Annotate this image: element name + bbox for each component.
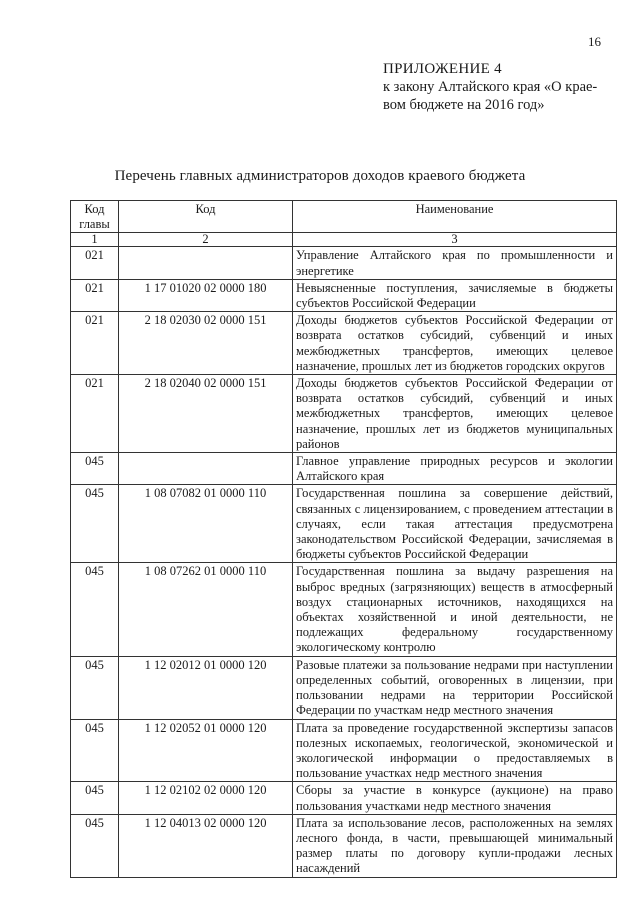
table-row (71, 782, 617, 814)
column-number: 2 (119, 233, 293, 247)
appendix-block (383, 60, 618, 114)
table-body (71, 247, 617, 877)
table-row (71, 247, 617, 279)
appendix-line: к закону Алтайского края «О крае- (383, 79, 598, 95)
code-cell: 1 08 07082 01 0000 110 (119, 485, 293, 563)
chapter-code-cell: 021 (71, 279, 119, 311)
table-row (71, 453, 617, 485)
header-code: Код (119, 201, 293, 233)
code-cell: 1 12 02102 02 0000 120 (119, 782, 293, 814)
chapter-code-cell: 045 (71, 656, 119, 719)
appendix-heading: ПРИЛОЖЕНИЕ 4 (383, 61, 502, 77)
name-cell: Доходы бюджетов субъектов Российской Федерации от возврата остатков субсидий, субвенций и иных межбюджетных трансфертов, имеющих целевое назначение, прошлых лет из бюджетов городских округов (293, 312, 617, 375)
name-cell: Плата за проведение государственной экспертизы запасов полезных ископаемых, геологической, экономической и экологической информации о предоставляемых в пользование участках недр местного значения (293, 719, 617, 782)
appendix-line: вом бюджете на 2016 год» (383, 97, 545, 113)
chapter-code-cell: 021 (71, 375, 119, 453)
name-cell: Плата за использование лесов, расположенных на землях лесного фонда, в части, превышающей минимальный размер платы по договору купли-продажи лесных насаждений (293, 814, 617, 877)
chapter-code-cell: 021 (71, 312, 119, 375)
code-cell: 2 18 02030 02 0000 151 (119, 312, 293, 375)
code-cell: 1 08 07262 01 0000 110 (119, 563, 293, 656)
chapter-code-cell: 021 (71, 247, 119, 279)
chapter-code-cell: 045 (71, 485, 119, 563)
column-number: 3 (293, 233, 617, 247)
name-cell: Сборы за участие в конкурсе (аукционе) на право пользования участками недр местного значения (293, 782, 617, 814)
table-row (71, 312, 617, 375)
table-row (71, 563, 617, 656)
table-row (71, 485, 617, 563)
page-number: 16 (588, 34, 601, 49)
chapter-code-cell: 045 (71, 782, 119, 814)
table-row (71, 279, 617, 311)
header-name: Наименование (293, 201, 617, 233)
name-cell: Государственная пошлина за выдачу разрешения на выброс вредных (загрязняющих) веществ в атмосферный воздух стационарных источников, находящихся на объектах хозяйственной и иной деятельности, не подлежащих федеральному государственному экологическому контролю (293, 563, 617, 656)
column-number: 1 (71, 233, 119, 247)
table-header-row (71, 201, 617, 233)
code-cell: 1 12 04013 02 0000 120 (119, 814, 293, 877)
code-cell (119, 453, 293, 485)
chapter-code-cell: 045 (71, 563, 119, 656)
name-cell: Главное управление природных ресурсов и экологии Алтайского края (293, 453, 617, 485)
chapter-code-cell: 045 (71, 719, 119, 782)
code-cell: 2 18 02040 02 0000 151 (119, 375, 293, 453)
code-cell: 1 17 01020 02 0000 180 (119, 279, 293, 311)
name-cell: Управление Алтайского края по промышленности и энергетике (293, 247, 617, 279)
name-cell: Невыясненные поступления, зачисляемые в бюджеты субъектов Российской Федерации (293, 279, 617, 311)
document-title: Перечень главных администраторов доходов краевого бюджета (114, 168, 526, 184)
name-cell: Доходы бюджетов субъектов Российской Федерации от возврата остатков субсидий, субвенций и иных межбюджетных трансфертов, имеющих целевое назначение, прошлых лет из бюджетов муниципальных районов (293, 375, 617, 453)
code-cell (119, 247, 293, 279)
code-cell: 1 12 02012 01 0000 120 (119, 656, 293, 719)
chapter-code-cell: 045 (71, 453, 119, 485)
chapter-code-cell: 045 (71, 814, 119, 877)
code-cell: 1 12 02052 01 0000 120 (119, 719, 293, 782)
table-row (71, 719, 617, 782)
column-numbering-row (71, 233, 617, 247)
header-chapter-code: Код главы (71, 201, 119, 233)
name-cell: Государственная пошлина за совершение действий, связанных с лицензированием, с проведением аттестации в случаях, если такая аттестация предусмотрена законодательством Российской Федерации, зачисляемая в бюджеты субъектов Российской Федерации (293, 485, 617, 563)
table-row (71, 814, 617, 877)
administrators-table (70, 200, 617, 878)
table-row (71, 656, 617, 719)
table-row (71, 375, 617, 453)
name-cell: Разовые платежи за пользование недрами при наступлении определенных событий, оговоренных в лицензии, при пользовании недрами на территории Российской Федерации по участкам недр местного значения (293, 656, 617, 719)
